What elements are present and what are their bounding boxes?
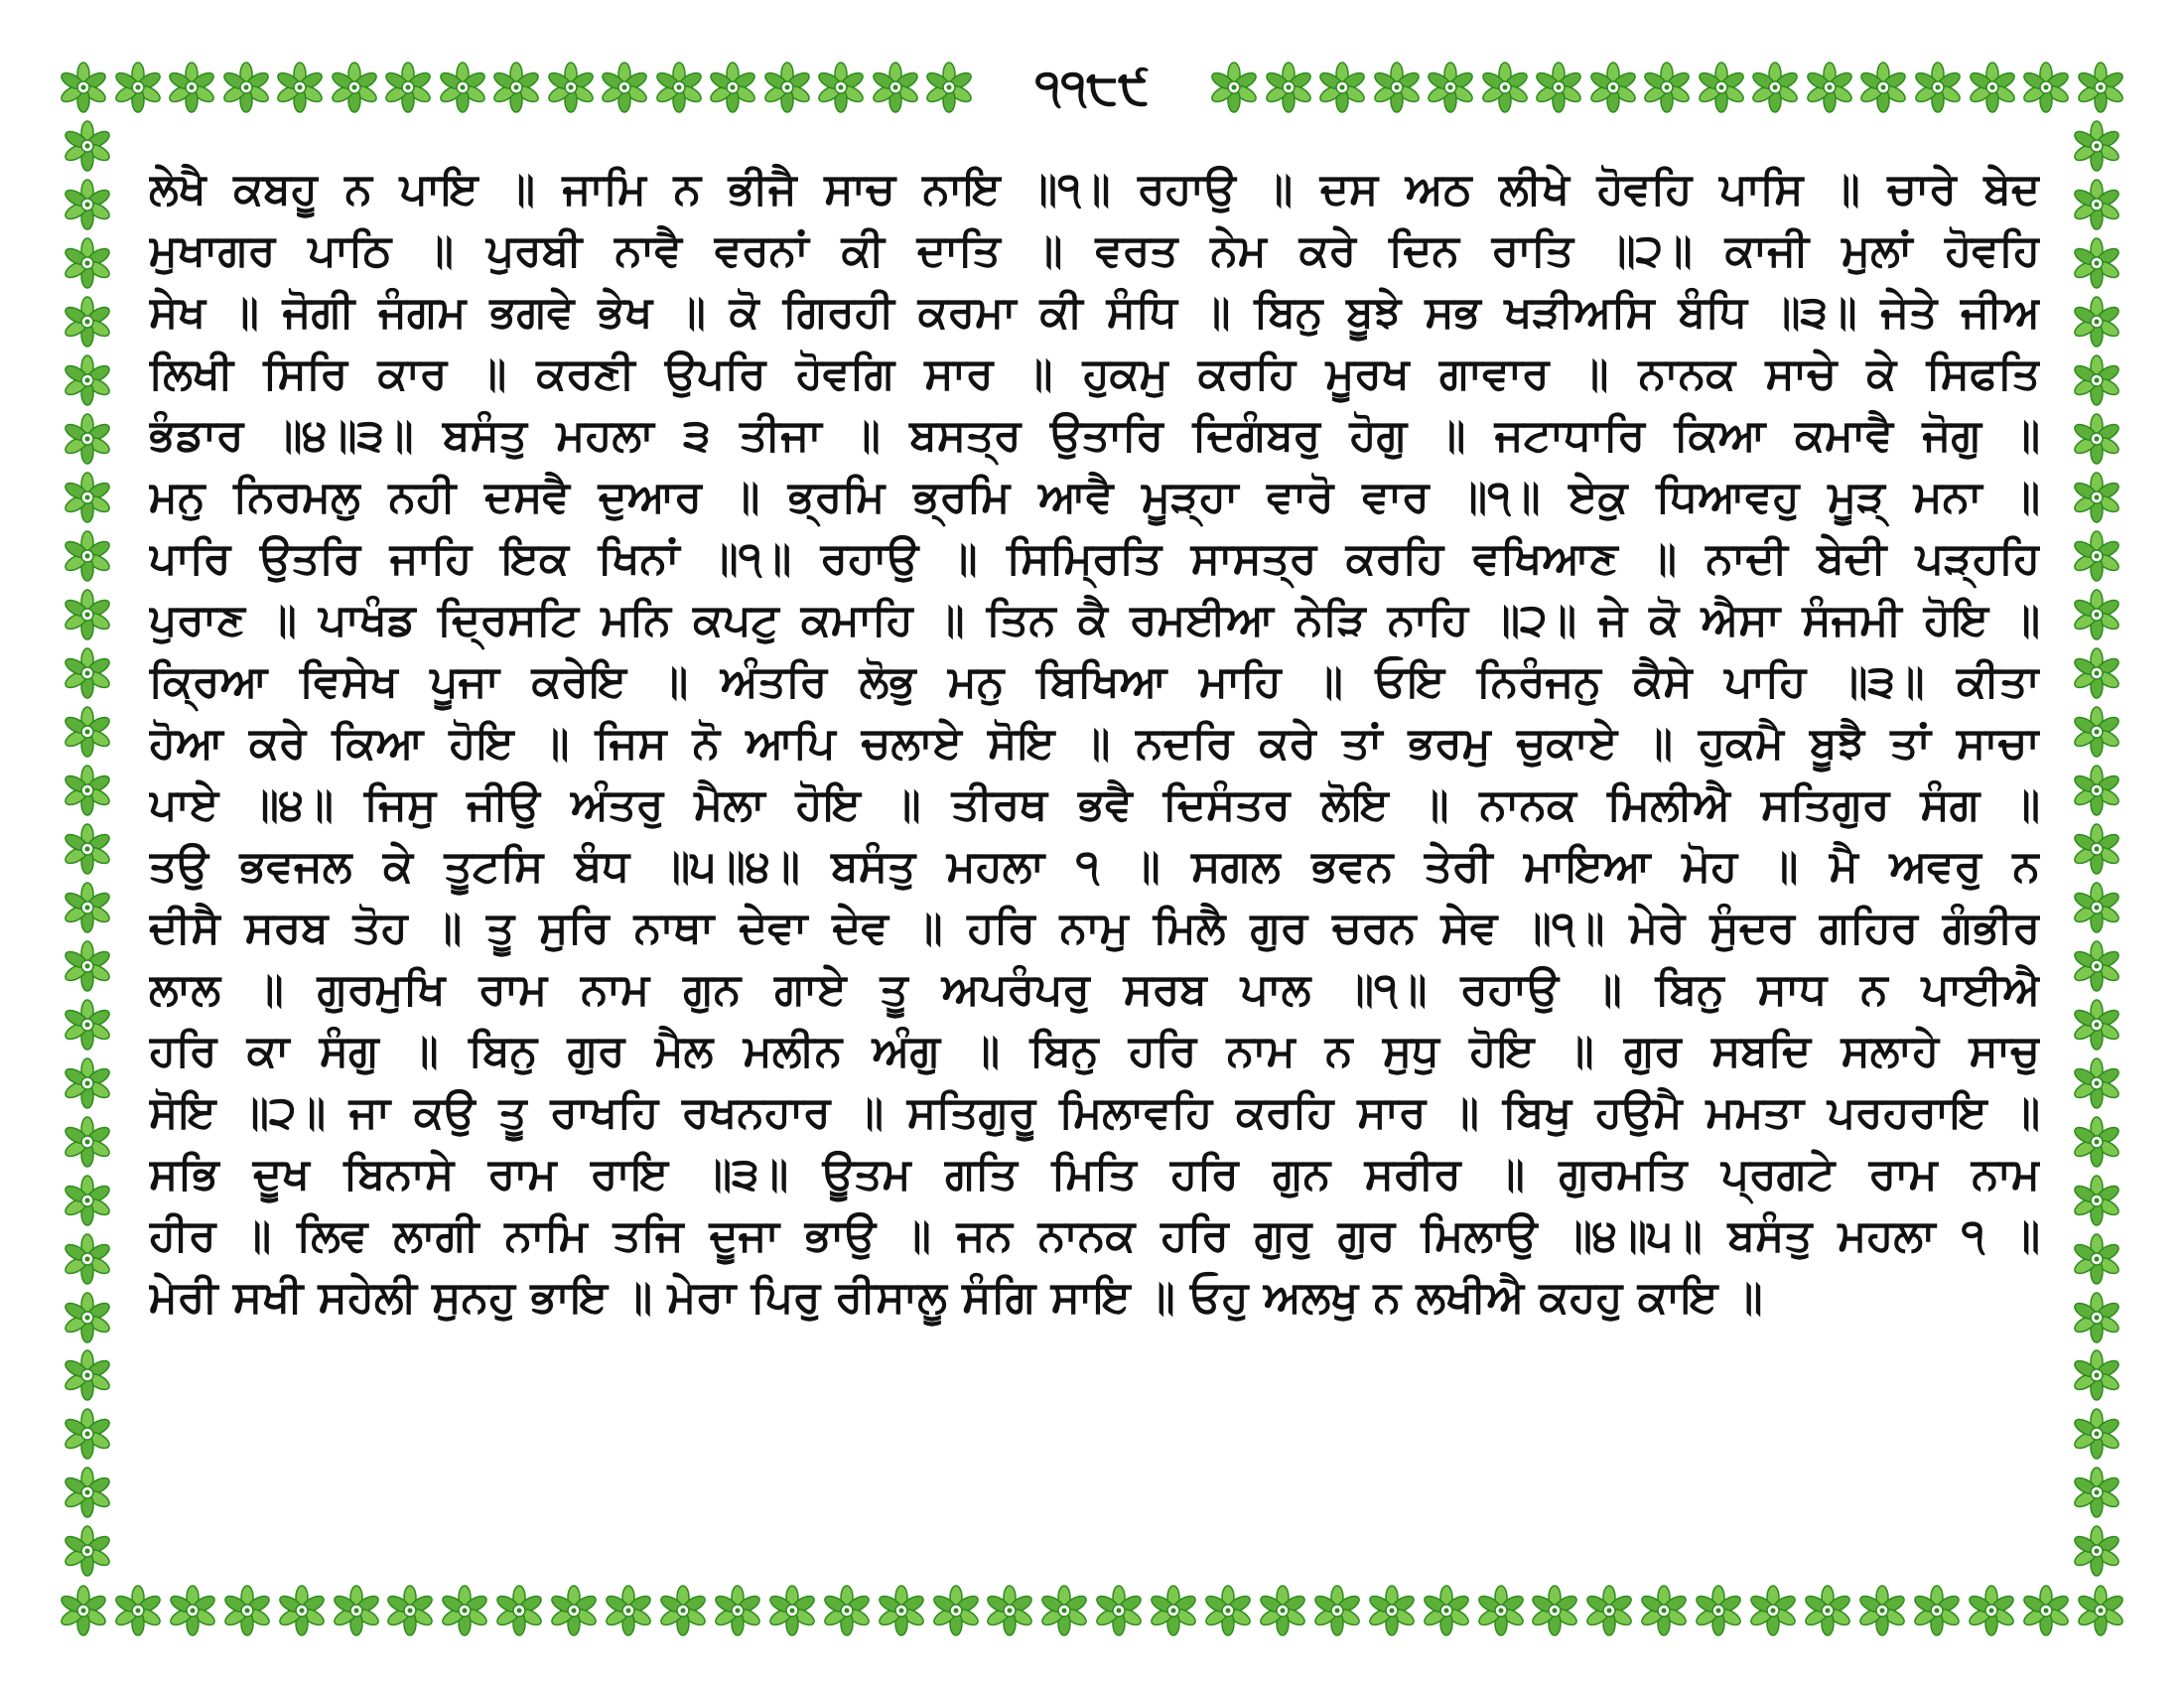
text-line: ਹੀਰ ॥ ਲਿਵ ਲਾਗੀ ਨਾਮਿ ਤਜਿ ਦੂਜਾ ਭਾਉ ॥ ਜਨ ਨਾਨਕ ਹਰਿ ਗੁਰੁ ਗੁਰ ਮਿਲਾਉ ॥੪॥੫॥ ਬਸੰਤੁ ਮਹਲਾ ੧ ॥ — [149, 1210, 2040, 1261]
flower-icon — [712, 1585, 763, 1636]
border-bottom — [58, 1581, 2126, 1640]
flower-icon — [382, 62, 434, 113]
text-line: ਪਾਏ ॥੪॥ ਜਿਸੁ ਜੀਉ ਅੰਤਰੁ ਮੈਲਾ ਹੋਇ ॥ ਤੀਰਥ ਭਵੈ ਦਿਸੰਤਰ ਲੋਇ ॥ ਨਾਨਕ ਮਿਲੀਐ ਸਤਿਗੁਰ ਸੰਗ ॥ — [149, 779, 2040, 830]
flower-icon — [1638, 1585, 1690, 1636]
flower-icon — [1912, 62, 1964, 113]
flower-icon — [439, 1585, 490, 1636]
flower-icon — [58, 62, 109, 113]
flower-icon — [62, 647, 113, 699]
flower-icon — [815, 62, 867, 113]
flower-icon — [62, 120, 113, 172]
text-line: ਮੇਰੀ ਸਖੀ ਸਹੇਲੀ ਸੁਨਹੁ ਭਾਇ ॥ ਮੇਰਾ ਪਿਰੁ ਰੀਸਾਲੂ ਸੰਗਿ ਸਾਇ ॥ ਓਹੁ ਅਲਖੁ ਨ ਲਖੀਐ ਕਹਹੁ ਕਾਇ ॥ — [149, 1272, 1763, 1323]
flower-icon — [220, 62, 272, 113]
flower-icon — [657, 1585, 709, 1636]
flower-icon — [62, 1467, 113, 1518]
text-line: ਪੁਰਾਣ ॥ ਪਾਖੰਡ ਦ੍ਰਿਸਟਿ ਮਨਿ ਕਪਟੁ ਕਮਾਹਿ ॥ ਤਿਨ ਕੈ ਰਮਈਆ ਨੇੜਿ ਨਾਹਿ ॥੨॥ ਜੇ ਕੋ ਐਸਾ ਸੰਜਮੀ ਹੋਇ ॥ — [149, 595, 2040, 645]
text-line: ਕ੍ਰਿਆ ਵਿਸੇਖ ਪੂਜਾ ਕਰੇਇ ॥ ਅੰਤਰਿ ਲੋਭੁ ਮਨੁ ਬਿਖਿਆ ਮਾਹਿ ॥ ਓਇ ਨਿਰੰਜਨੁ ਕੈਸੇ ਪਾਹਿ ॥੩॥ ਕੀਤਾ — [149, 656, 2040, 707]
flower-icon — [2071, 823, 2122, 875]
flower-icon — [766, 1585, 818, 1636]
flower-icon — [2020, 62, 2072, 113]
flower-icon — [930, 1585, 982, 1636]
text-line: ਤਉ ਭਵਜਲ ਕੇ ਤੂਟਸਿ ਬੰਧ ॥੫॥੪॥ ਬਸੰਤੁ ਮਹਲਾ ੧ ॥ ਸਗਲ ਭਵਨ ਤੇਰੀ ਮਾਇਆ ਮੋਹ ॥ ਮੈ ਅਵਰੁ ਨ — [149, 841, 2040, 892]
scripture-text — [149, 159, 2040, 1329]
flower-icon — [62, 706, 113, 758]
flower-icon — [62, 589, 113, 640]
flower-icon — [821, 1585, 873, 1636]
border-left — [58, 117, 117, 1581]
flower-icon — [2071, 1525, 2122, 1577]
flower-icon — [2071, 940, 2122, 992]
flower-icon — [603, 1585, 654, 1636]
flower-icon — [2071, 237, 2122, 289]
text-line: ਮੁਖਾਗਰ ਪਾਠਿ ॥ ਪੁਰਬੀ ਨਾਵੈ ਵਰਨਾਂ ਕੀ ਦਾਤਿ ॥ ਵਰਤ ਨੇਮ ਕਰੇ ਦਿਨ ਰਾਤਿ ॥੨॥ ਕਾਜੀ ਮੁਲਾਂ ਹੋਵਹਿ — [149, 225, 2040, 276]
flower-icon — [112, 62, 164, 113]
flower-icon — [62, 413, 113, 465]
flower-icon — [274, 62, 326, 113]
flower-icon — [1747, 1585, 1799, 1636]
flower-icon — [2071, 413, 2122, 465]
flower-icon — [493, 1585, 545, 1636]
flower-icon — [653, 62, 705, 113]
flower-icon — [1529, 1585, 1580, 1636]
flower-icon — [2071, 882, 2122, 933]
flower-icon — [2075, 1585, 2126, 1636]
flower-icon — [1533, 62, 1584, 113]
flower-icon — [62, 999, 113, 1051]
flower-icon — [2071, 1116, 2122, 1168]
text-line: ਦੀਸੈ ਸਰਬ ਤੋਹ ॥ ਤੂ ਸੁਰਿ ਨਾਥਾ ਦੇਵਾ ਦੇਵ ॥ ਹਰਿ ਨਾਮੁ ਮਿਲੈ ਗੁਰ ਚਰਨ ਸੇਵ ॥੧॥ ਮੇਰੇ ਸੁੰਦਰ ਗਹਿਰ ਗੰਭੀਰ — [149, 903, 2040, 953]
flower-icon — [1802, 1585, 1853, 1636]
flower-icon — [548, 1585, 600, 1636]
flower-icon — [1425, 62, 1476, 113]
text-line: ਪਾਰਿ ਉਤਰਿ ਜਾਹਿ ਇਕ ਖਿਨਾਂ ॥੧॥ ਰਹਾਉ ॥ ਸਿਮ੍ਰਿਤਿ ਸਾਸਤ੍ਰ ਕਰਹਿ ਵਖਿਆਣ ॥ ਨਾਦੀ ਬੇਦੀ ਪੜ੍ਹਹਿ — [149, 533, 2040, 584]
flower-icon — [62, 354, 113, 406]
flower-icon — [1583, 1585, 1635, 1636]
flower-icon — [221, 1585, 273, 1636]
flower-icon — [62, 1349, 113, 1401]
flower-icon — [62, 1057, 113, 1109]
flower-icon — [2071, 120, 2122, 172]
flower-icon — [2071, 1467, 2122, 1518]
flower-icon — [62, 823, 113, 875]
flower-icon — [58, 1585, 109, 1636]
flower-icon — [1967, 62, 2018, 113]
text-line: ਹੋਆ ਕਰੇ ਕਿਆ ਹੋਇ ॥ ਜਿਸ ਨੋ ਆਪਿ ਚਲਾਏ ਸੋਇ ॥ ਨਦਰਿ ਕਰੇ ਤਾਂ ਭਰਮੁ ਚੁਕਾਏ ॥ ਹੁਕਮੈ ਬੂਝੈ ਤਾਂ ਸਾਚਾ — [149, 718, 2040, 769]
flower-icon — [62, 765, 113, 816]
flower-icon — [62, 940, 113, 992]
flower-icon — [2071, 647, 2122, 699]
text-line: ਹਰਿ ਕਾ ਸੰਗੁ ॥ ਬਿਨੁ ਗੁਰ ਮੈਲ ਮਲੀਨ ਅੰਗੁ ॥ ਬਿਨੁ ਹਰਿ ਨਾਮ ਨ ਸੁਧੁ ਹੋਇ ॥ ਗੁਰ ਸਬਦਿ ਸਲਾਹੇ ਸਾਚੁ — [149, 1026, 2040, 1076]
page-number: ੧੧੮੯ — [993, 58, 1191, 117]
flower-icon — [1475, 1585, 1527, 1636]
flower-icon — [1366, 1585, 1418, 1636]
flower-icon — [1202, 1585, 1254, 1636]
flower-icon — [62, 1116, 113, 1168]
flower-icon — [2071, 1349, 2122, 1401]
flower-icon — [599, 62, 650, 113]
flower-icon — [62, 1175, 113, 1226]
flower-icon — [1857, 62, 1909, 113]
flower-icon — [62, 882, 113, 933]
flower-icon — [2071, 354, 2122, 406]
flower-icon — [2071, 530, 2122, 582]
flower-icon — [707, 62, 758, 113]
flower-icon — [1371, 62, 1423, 113]
flower-icon — [62, 237, 113, 289]
flower-icon — [1479, 62, 1531, 113]
flower-icon — [2071, 296, 2122, 348]
flower-icon — [984, 1585, 1035, 1636]
flower-icon — [1038, 1585, 1090, 1636]
flower-icon — [1856, 1585, 1908, 1636]
flower-icon — [876, 1585, 927, 1636]
flower-icon — [1263, 62, 1314, 113]
flower-icon — [1641, 62, 1693, 113]
flower-icon — [1311, 1585, 1363, 1636]
flower-icon — [1093, 1585, 1145, 1636]
flower-icon — [1804, 62, 1855, 113]
flower-icon — [2071, 1408, 2122, 1460]
flower-icon — [384, 1585, 436, 1636]
text-line: ਸੋਇ ॥੨॥ ਜਾ ਕਉ ਤੂ ਰਾਖਹਿ ਰਖਨਹਾਰ ॥ ਸਤਿਗੁਰੂ ਮਿਲਾਵਹਿ ਕਰਹਿ ਸਾਰ ॥ ਬਿਖੁ ਹਉਮੈ ਮਮਤਾ ਪਰਹਰਾਇ ॥ — [149, 1087, 2040, 1138]
text-line: ਲੇਖੈ ਕਬਹੂ ਨ ਪਾਇ ॥ ਜਾਮਿ ਨ ਭੀਜੈ ਸਾਚ ਨਾਇ ॥੧॥ ਰਹਾਉ ॥ ਦਸ ਅਠ ਲੀਖੇ ਹੋਵਹਿ ਪਾਸਿ ॥ ਚਾਰੇ ਬੇਦ — [149, 164, 2040, 214]
flower-icon — [2071, 1292, 2122, 1343]
flower-icon — [2071, 472, 2122, 523]
flower-icon — [62, 179, 113, 230]
flower-icon — [329, 62, 380, 113]
flower-icon — [2071, 999, 2122, 1051]
flower-icon — [1966, 1585, 2017, 1636]
flower-icon — [1911, 1585, 1963, 1636]
flower-icon — [2071, 1233, 2122, 1285]
text-line: ਸਭਿ ਦੂਖ ਬਿਨਾਸੇ ਰਾਮ ਰਾਇ ॥੩॥ ਊਤਮ ਗਤਿ ਮਿਤਿ ਹਰਿ ਗੁਨ ਸਰੀਰ ॥ ਗੁਰਮਤਿ ਪ੍ਰਗਟੇ ਰਾਮ ਨਾਮ — [149, 1149, 2040, 1199]
flower-icon — [1316, 62, 1368, 113]
text-line: ਲਾਲ ॥ ਗੁਰਮੁਖਿ ਰਾਮ ਨਾਮ ਗੁਨ ਗਾਏ ਤੂ ਅਪਰੰਪਰੁ ਸਰਬ ਪਾਲ ॥੧॥ ਰਹਾਉ ॥ ਬਿਨੁ ਸਾਧ ਨ ਪਾਈਐ — [149, 964, 2040, 1015]
flower-icon — [276, 1585, 328, 1636]
flower-icon — [2071, 706, 2122, 758]
border-right — [2067, 117, 2126, 1581]
flower-icon — [490, 62, 542, 113]
flower-icon — [62, 1233, 113, 1285]
flower-icon — [1693, 1585, 1744, 1636]
flower-icon — [2071, 1175, 2122, 1226]
flower-icon — [1587, 62, 1639, 113]
flower-icon — [62, 1408, 113, 1460]
flower-icon — [2071, 589, 2122, 640]
flower-icon — [2071, 765, 2122, 816]
flower-icon — [166, 62, 217, 113]
flower-icon — [167, 1585, 218, 1636]
flower-icon — [331, 1585, 382, 1636]
flower-icon — [1749, 62, 1801, 113]
flower-icon — [1696, 62, 1747, 113]
text-line: ਸੇਖ ॥ ਜੋਗੀ ਜੰਗਮ ਭਗਵੇ ਭੇਖ ॥ ਕੋ ਗਿਰਹੀ ਕਰਮਾ ਕੀ ਸੰਧਿ ॥ ਬਿਨੁ ਬੂਝੇ ਸਭ ਖੜੀਅਸਿ ਬੰਧਿ ॥੩॥ ਜੇਤੇ ਜੀਅ — [149, 287, 2040, 338]
flower-icon — [2020, 1585, 2072, 1636]
text-line: ਭੰਡਾਰ ॥੪॥੩॥ ਬਸੰਤੁ ਮਹਲਾ ੩ ਤੀਜਾ ॥ ਬਸਤ੍ਰ ਉਤਾਰਿ ਦਿਗੰਬਰੁ ਹੋਗੁ ॥ ਜਟਾਧਾਰਿ ਕਿਆ ਕਮਾਵੈ ਜੋਗੁ ॥ — [149, 410, 2040, 461]
flower-icon — [1421, 1585, 1472, 1636]
flower-icon — [2071, 179, 2122, 230]
flower-icon — [112, 1585, 164, 1636]
flower-icon — [437, 62, 488, 113]
flower-icon — [923, 62, 975, 113]
flower-icon — [62, 296, 113, 348]
flower-icon — [1148, 1585, 1199, 1636]
flower-icon — [62, 530, 113, 582]
flower-icon — [62, 1525, 113, 1577]
flower-icon — [62, 472, 113, 523]
flower-icon — [1257, 1585, 1308, 1636]
flower-icon — [2075, 62, 2126, 113]
flower-icon — [1208, 62, 1260, 113]
text-line: ਲਿਖੀ ਸਿਰਿ ਕਾਰ ॥ ਕਰਣੀ ਉਪਰਿ ਹੋਵਗਿ ਸਾਰ ॥ ਹੁਕਮੁ ਕਰਹਿ ਮੂਰਖ ਗਾਵਾਰ ॥ ਨਾਨਕ ਸਾਚੇ ਕੇ ਸਿਫਤਿ — [149, 349, 2040, 399]
flower-icon — [761, 62, 813, 113]
flower-icon — [870, 62, 921, 113]
flower-icon — [2071, 1057, 2122, 1109]
flower-icon — [62, 1292, 113, 1343]
text-line: ਮਨੁ ਨਿਰਮਲੁ ਨਹੀ ਦਸਵੈ ਦੁਆਰ ॥ ਭ੍ਰਮਿ ਭ੍ਰਮਿ ਆਵੈ ਮੂੜ੍ਹਾ ਵਾਰੋ ਵਾਰ ॥੧॥ ਏਕੁ ਧਿਆਵਹੁ ਮੂੜ੍ ਮਨਾ ॥ — [149, 472, 2040, 522]
flower-icon — [545, 62, 597, 113]
